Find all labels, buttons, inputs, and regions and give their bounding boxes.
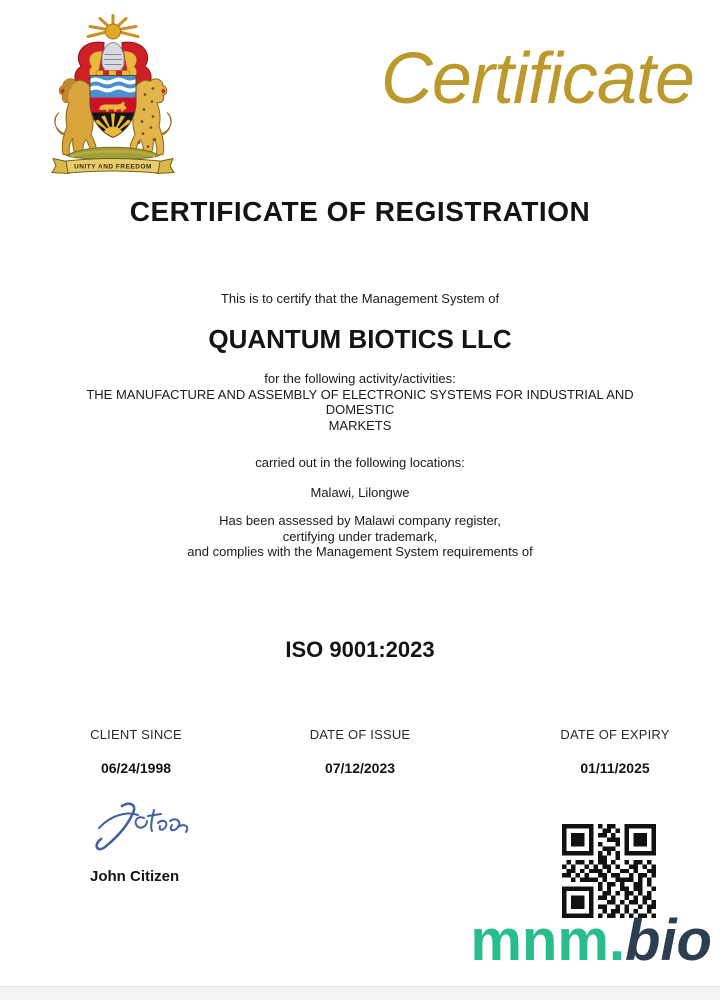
- assessment-line: and complies with the Management System requirements of: [187, 544, 533, 559]
- date-of-issue-column: [284, 727, 436, 776]
- certificate-script: Certificate: [380, 39, 694, 119]
- qr-code: [562, 824, 656, 918]
- assessment-line: certifying under trademark,: [282, 528, 438, 544]
- page-edge: [0, 986, 720, 1000]
- locations-intro: carried out in the following locations:: [255, 455, 465, 470]
- activity-line: THE MANUFACTURE AND ASSEMBLY OF ELECTRONIC SYSTEMS FOR INDUSTRIAL AND: [86, 386, 634, 402]
- activity-intro: for the following activity/activities:: [264, 371, 456, 386]
- assessment-block: [0, 513, 720, 560]
- company-name: QUANTUM BIOTICS LLC: [208, 324, 512, 354]
- standard-name: ISO 9001:2023: [285, 637, 435, 662]
- brand-logo-bio: bio: [625, 908, 712, 973]
- client-since-value: 06/24/1998: [100, 760, 172, 776]
- motto-text: UNITY AND FREEDOM: [74, 163, 152, 171]
- locations-value: Malawi, Lilongwe: [310, 485, 410, 500]
- client-since-label: CLIENT SINCE: [90, 727, 182, 742]
- date-of-issue-label: DATE OF ISSUE: [309, 727, 411, 742]
- activity-block: [0, 371, 720, 433]
- date-of-issue-value: 07/12/2023: [324, 760, 396, 776]
- shield-icon: [90, 76, 136, 139]
- activity-line: MARKETS: [328, 417, 392, 433]
- date-of-expiry-label: DATE OF EXPIRY: [560, 727, 670, 742]
- date-of-expiry-column: [539, 727, 691, 776]
- certificate-title: CERTIFICATE OF REGISTRATION: [129, 196, 591, 227]
- malawi-coat-of-arms-icon: [38, 12, 188, 180]
- brand-logo: [470, 910, 712, 972]
- client-since-column: [60, 727, 212, 776]
- brand-logo-mnm: mnm.: [470, 908, 626, 973]
- signatory-name: John Citizen: [90, 868, 180, 885]
- signature-icon: [92, 798, 196, 856]
- assessment-line: Has been assessed by Malawi company register,: [219, 513, 501, 528]
- certify-line: This is to certify that the Management System of: [220, 291, 500, 306]
- activity-line: DOMESTIC: [325, 402, 395, 417]
- date-of-expiry-value: 01/11/2025: [580, 760, 650, 776]
- motto-banner-icon: [52, 159, 174, 174]
